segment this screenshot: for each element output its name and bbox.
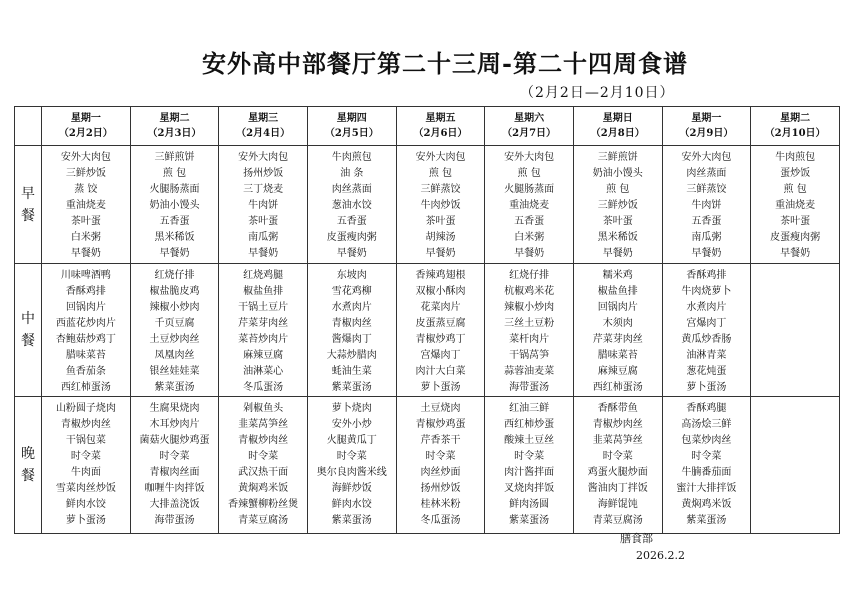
day-header [130, 107, 219, 146]
dish-item: 黑米稀饭 [154, 232, 195, 243]
dish-item: 西红柿蛋汤 [60, 382, 111, 393]
dish-item: 早餐奶 [425, 248, 456, 259]
dish-item: 奥尔良肉酱米线 [316, 467, 387, 478]
dish-item: 重油烧麦 [775, 200, 816, 211]
dish-item: 干锅包菜 [65, 435, 106, 446]
dish-item: 时令菜 [248, 451, 279, 462]
dish-item: 葱油水饺 [331, 200, 372, 211]
dish-item: 三鲜炒饭 [597, 200, 638, 211]
dish-item: 五香蛋 [514, 216, 545, 227]
dish-item: 牛肉饼 [691, 200, 722, 211]
dish-item: 东坡肉 [336, 270, 367, 281]
dish-item: 西红柿蛋汤 [592, 382, 643, 393]
meal-label-top: 早 [21, 185, 35, 202]
menu-cell [751, 146, 840, 264]
day-header [396, 107, 485, 146]
date-label: （2月4日） [236, 128, 291, 139]
dish-item: 安外大肉包 [681, 152, 732, 163]
dish-item: 鱼香茄条 [65, 366, 106, 377]
dish-item: 香酥鸡排 [65, 286, 106, 297]
dish-item: 菌菇火腿炒鸡蛋 [139, 435, 210, 446]
dish-item: 皮蛋蒸豆腐 [415, 318, 466, 329]
dish-item: 干锅土豆片 [238, 302, 289, 313]
weekday-label: 星期六 [514, 113, 545, 124]
dish-item: 扬州炒饭 [420, 483, 461, 494]
dish-item: 重油烧麦 [509, 200, 550, 211]
weekday-label: 星期日 [602, 113, 633, 124]
day-header [573, 107, 662, 146]
dish-item: 安外大肉包 [415, 152, 466, 163]
menu-cell [573, 397, 662, 534]
menu-cell [662, 397, 751, 534]
dish-item: 红油三鲜 [509, 403, 550, 414]
dish-item: 腊味菜苔 [65, 350, 106, 361]
dish-item: 蒸 饺 [74, 184, 98, 195]
menu-cell [42, 264, 131, 397]
dish-item: 芹菜芽肉丝 [592, 334, 643, 345]
dish-item: 海鲜馄饨 [597, 499, 638, 510]
dish-item: 红烧仔排 [509, 270, 550, 281]
dish-item: 包菜炒肉丝 [681, 435, 732, 446]
footer-department: 膳食部 [620, 532, 653, 545]
menu-cell [662, 264, 751, 397]
dish-item: 菜苔炒肉片 [238, 334, 289, 345]
dish-item: 紫菜蛋汤 [331, 382, 372, 393]
dish-item: 皮蛋瘦肉粥 [326, 232, 377, 243]
header-row [15, 107, 840, 146]
dish-item: 红烧仔排 [154, 270, 195, 281]
dish-item: 安外小炒 [331, 419, 372, 430]
menu-cell [219, 397, 308, 534]
dish-item: 回锅肉片 [597, 302, 638, 313]
dish-item: 茶叶蛋 [70, 216, 101, 227]
dish-item: 三丝土豆粉 [504, 318, 555, 329]
dish-item: 土豆炒肉丝 [149, 334, 200, 345]
dish-item: 茶叶蛋 [602, 216, 633, 227]
dish-item: 火腿黄瓜丁 [326, 435, 377, 446]
menu-cell [573, 146, 662, 264]
dish-item: 蜜汁大排拌饭 [676, 483, 737, 494]
dish-item: 腊味菜苔 [597, 350, 638, 361]
dish-item: 煎 包 [428, 168, 453, 179]
dish-item: 青椒肉丝 [331, 318, 372, 329]
dish-item: 时令菜 [425, 451, 456, 462]
dish-item: 牛肉煎包 [331, 152, 372, 163]
dish-item: 紫菜蛋汤 [331, 515, 372, 526]
dish-item: 早餐奶 [602, 248, 633, 259]
dish-item: 扬州炒饭 [243, 168, 284, 179]
dish-item: 麻辣豆腐 [243, 350, 284, 361]
meal-label-bottom: 餐 [21, 468, 35, 484]
dish-item: 剁椒鱼头 [243, 403, 284, 414]
dish-item: 火腿肠蒸面 [504, 184, 555, 195]
dish-item: 白米粥 [514, 232, 545, 243]
dish-item: 萝卜烧肉 [331, 403, 372, 414]
dish-item: 麻辣豆腐 [597, 366, 638, 377]
dish-item: 葱花炖蛋 [686, 366, 727, 377]
dish-item: 时令菜 [602, 451, 633, 462]
dish-item: 宫爆肉丁 [686, 318, 727, 329]
dish-item: 香酥带鱼 [597, 403, 638, 414]
menu-cell [396, 264, 485, 397]
dish-item: 冬瓜蛋汤 [420, 515, 461, 526]
lunch-row [15, 264, 840, 397]
dish-item: 青椒炒鸡蛋 [415, 419, 466, 430]
menu-cell [662, 146, 751, 264]
dish-item: 干锅莴笋 [509, 350, 550, 361]
menu-cell [42, 397, 131, 534]
dish-item: 肉汁大白菜 [415, 366, 466, 377]
meal-label [15, 146, 42, 264]
dish-item: 武汉热干面 [238, 467, 289, 478]
dish-item: 咖喱牛肉拌饭 [144, 483, 205, 494]
dish-item: 青椒炒鸡丁 [415, 334, 466, 345]
dish-item: 雪菜肉丝炒饭 [55, 483, 116, 494]
menu-cell [485, 264, 574, 397]
dish-item: 煎 包 [606, 184, 630, 195]
dish-item: 牛肉面 [70, 467, 101, 478]
dish-item: 水煮肉片 [686, 302, 727, 313]
dish-item: 三鲜煎饼 [154, 152, 195, 163]
menu-cell [573, 264, 662, 397]
dish-item: 三鲜煎饼 [597, 152, 638, 163]
dinner-row [15, 397, 840, 534]
menu-table [14, 106, 840, 534]
page-title: 安外高中部餐厅第二十三周-第二十四周食谱 [202, 49, 688, 78]
dish-item: 叉烧肉拌饭 [504, 483, 555, 494]
dish-item: 杭椒鸡米花 [504, 286, 555, 297]
dish-item: 早餐奶 [70, 248, 101, 259]
date-label: （2月7日） [502, 128, 557, 139]
dish-item: 韭菜莴笋丝 [238, 419, 289, 430]
dish-item: 银丝娃娃菜 [149, 366, 200, 377]
dish-item: 山粉圆子烧肉 [55, 403, 116, 414]
dish-item: 蒜蓉油麦菜 [504, 366, 555, 377]
dish-item: 早餐奶 [691, 248, 722, 259]
weekday-label: 星期二 [780, 113, 811, 124]
dish-item: 牛肉煎包 [775, 152, 816, 163]
dish-item: 五香蛋 [336, 216, 367, 227]
dish-item: 千页豆腐 [154, 318, 195, 329]
dish-item: 煎 包 [162, 168, 187, 179]
menu-cell [130, 146, 219, 264]
dish-item: 木耳炒肉片 [149, 419, 200, 430]
dish-item: 鲜肉汤圆 [509, 499, 550, 510]
meal-label-top: 中 [21, 311, 35, 327]
menu-cell [219, 146, 308, 264]
dish-item: 鸡蛋火腿炒面 [587, 467, 648, 478]
dish-item: 芹菜芽肉丝 [238, 318, 289, 329]
dish-item: 三鲜炒饭 [65, 168, 106, 179]
dish-item: 椒盐鱼排 [243, 286, 284, 297]
dish-item: 凤凰肉丝 [154, 350, 195, 361]
dish-item: 蚝油生菜 [331, 366, 372, 377]
weekday-label: 星期五 [425, 113, 456, 124]
dish-item: 三鲜蒸饺 [686, 184, 727, 195]
dish-item: 生腐果烧肉 [149, 403, 200, 414]
day-header [751, 107, 840, 146]
dish-item: 南瓜粥 [248, 232, 279, 243]
menu-cell [751, 397, 840, 534]
dish-item: 奶油小馒头 [592, 168, 643, 179]
weekday-label: 星期四 [336, 113, 367, 124]
dish-item: 紫菜蛋汤 [509, 515, 550, 526]
dish-item: 煎 包 [517, 168, 541, 179]
day-header [42, 107, 131, 146]
dish-item: 牛肉饼 [248, 200, 279, 211]
dish-item: 时令菜 [159, 451, 190, 462]
dish-item: 海鲜炒饭 [331, 483, 372, 494]
menu-cell [307, 146, 396, 264]
dish-item: 青椒炒肉丝 [238, 435, 289, 446]
dish-item: 香辣蟹柳粉丝煲 [228, 499, 299, 510]
dish-item: 三丁烧麦 [243, 184, 284, 195]
dish-item: 青椒炒肉丝 [592, 419, 643, 430]
date-label: （2月3日） [147, 128, 202, 139]
dish-item: 香酥鸡排 [686, 270, 727, 281]
menu-cell [130, 264, 219, 397]
day-header [307, 107, 396, 146]
dish-item: 土豆烧肉 [420, 403, 461, 414]
dish-item: 芹香茶干 [420, 435, 461, 446]
menu-cell [396, 146, 485, 264]
dish-item: 青椒炒肉丝 [60, 419, 111, 430]
weekday-label: 星期三 [248, 113, 279, 124]
dish-item: 萝卜蛋汤 [686, 382, 727, 393]
dish-item: 油 条 [340, 168, 364, 179]
menu-cell [751, 264, 840, 397]
dish-item: 奶油小馒头 [149, 200, 200, 211]
dish-item: 萝卜蛋汤 [65, 515, 106, 526]
weekday-label: 星期二 [159, 113, 190, 124]
dish-item: 时令菜 [691, 451, 722, 462]
meal-label [15, 397, 42, 534]
menu-cell [130, 397, 219, 534]
dish-item: 油淋菜心 [243, 366, 284, 377]
dish-item: 菜杆肉片 [509, 334, 550, 345]
dish-item: 肉丝炒面 [420, 467, 461, 478]
dish-item: 茶叶蛋 [780, 216, 811, 227]
date-range-subtitle: （2月2日—2月10日） [520, 85, 675, 101]
dish-item: 黄焖鸡米饭 [681, 499, 732, 510]
menu-cell [485, 146, 574, 264]
dish-item: 五香蛋 [159, 216, 190, 227]
dish-item: 雪花鸡柳 [331, 286, 372, 297]
breakfast-row [15, 146, 840, 264]
dish-item: 安外大肉包 [504, 152, 555, 163]
date-label: （2月9日） [679, 128, 734, 139]
day-header [662, 107, 751, 146]
dish-item: 时令菜 [336, 451, 367, 462]
dish-item: 宫爆肉丁 [420, 350, 461, 361]
dish-item: 南瓜粥 [691, 232, 722, 243]
dish-item: 时令菜 [70, 451, 101, 462]
dish-item: 紫菜蛋汤 [686, 515, 727, 526]
dish-item: 回锅肉片 [65, 302, 106, 313]
menu-cell [307, 264, 396, 397]
dish-item: 大排盖浇饭 [149, 499, 200, 510]
weekday-label: 星期一 [70, 113, 101, 124]
dish-item: 桂林米粉 [420, 499, 461, 510]
dish-item: 大蒜炒腊肉 [326, 350, 377, 361]
dish-item: 牛腩番茄面 [681, 467, 732, 478]
menu-cell [219, 264, 308, 397]
dish-item: 酱爆肉丁 [331, 334, 372, 345]
dish-item: 鲜肉水饺 [331, 499, 372, 510]
date-label: （2月10日） [764, 128, 826, 139]
date-label: （2月2日） [58, 128, 113, 139]
dish-item: 油淋青菜 [686, 350, 727, 361]
dish-item: 黄瓜炒香肠 [681, 334, 732, 345]
dish-item: 时令菜 [514, 451, 545, 462]
dish-item: 冬瓜蛋汤 [243, 382, 284, 393]
dish-item: 双椒小酥肉 [415, 286, 466, 297]
dish-item: 水煮肉片 [331, 302, 372, 313]
dish-item: 黑米稀饭 [597, 232, 638, 243]
dish-item: 木须肉 [602, 318, 633, 329]
dish-item: 香辣鸡翅根 [415, 270, 466, 281]
day-header [485, 107, 574, 146]
date-label: （2月5日） [324, 128, 379, 139]
dish-item: 辣椒小炒肉 [149, 302, 200, 313]
dish-item: 重油烧麦 [65, 200, 106, 211]
dish-item: 西红柿炒蛋 [504, 419, 555, 430]
footer-date: 2026.2.2 [636, 549, 685, 562]
dish-item: 牛肉烧萝卜 [681, 286, 732, 297]
dish-item: 茶叶蛋 [425, 216, 456, 227]
meal-label-bottom: 餐 [21, 207, 35, 224]
dish-item: 早餐奶 [514, 248, 545, 259]
dish-item: 早餐奶 [780, 248, 811, 259]
dish-item: 海带蛋汤 [509, 382, 550, 393]
dish-item: 辣椒小炒肉 [504, 302, 555, 313]
menu-cell [307, 397, 396, 534]
meal-label-bottom: 餐 [21, 333, 35, 349]
dish-item: 香酥鸡腿 [686, 403, 727, 414]
dish-item: 青椒肉丝面 [149, 467, 200, 478]
dish-item: 牛肉炒饭 [420, 200, 461, 211]
dish-item: 白米粥 [70, 232, 101, 243]
dish-item: 肉丝蒸面 [686, 168, 727, 179]
dish-item: 酱油肉丁拌饭 [587, 483, 648, 494]
meal-label [15, 264, 42, 397]
dish-item: 紫菜蛋汤 [154, 382, 195, 393]
menu-cell [485, 397, 574, 534]
dish-item: 高汤烩三鲜 [681, 419, 732, 430]
dish-item: 早餐奶 [336, 248, 367, 259]
dish-item: 火腿肠蒸面 [149, 184, 200, 195]
dish-item: 红烧鸡腿 [243, 270, 284, 281]
dish-item: 萝卜蛋汤 [420, 382, 461, 393]
dish-item: 川味啤酒鸭 [60, 270, 111, 281]
dish-item: 安外大肉包 [238, 152, 289, 163]
menu-cell [396, 397, 485, 534]
dish-item: 青菜豆腐汤 [238, 515, 289, 526]
dish-item: 肉丝蒸面 [331, 184, 372, 195]
dish-item: 韭菜莴笋丝 [592, 435, 643, 446]
dish-item: 煎 包 [783, 184, 807, 195]
dish-item: 早餐奶 [159, 248, 190, 259]
dish-item: 杏鲍菇炒鸡丁 [55, 334, 116, 345]
dish-item: 鲜肉水饺 [65, 499, 106, 510]
dish-item: 五香蛋 [691, 216, 722, 227]
dish-item: 安外大肉包 [60, 152, 111, 163]
date-label: （2月6日） [413, 128, 468, 139]
dish-item: 花菜肉片 [420, 302, 461, 313]
dish-item: 青菜豆腐汤 [592, 515, 643, 526]
menu-cell [42, 146, 131, 264]
dish-item: 西蓝花炒肉片 [55, 318, 116, 329]
dish-item: 肉汁酱拌面 [504, 467, 555, 478]
dish-item: 糯米鸡 [602, 270, 633, 281]
corner-cell [15, 107, 42, 146]
day-header [219, 107, 308, 146]
dish-item: 胡辣汤 [425, 232, 456, 243]
dish-item: 早餐奶 [248, 248, 279, 259]
dish-item: 酸辣土豆丝 [504, 435, 555, 446]
dish-item: 椒盐脆皮鸡 [149, 286, 200, 297]
dish-item: 海带蛋汤 [154, 515, 195, 526]
dish-item: 茶叶蛋 [248, 216, 279, 227]
meal-label-top: 晚 [21, 446, 35, 462]
date-label: （2月8日） [590, 128, 645, 139]
dish-item: 皮蛋瘦肉粥 [770, 232, 821, 243]
dish-item: 三鲜蒸饺 [420, 184, 461, 195]
dish-item: 蛋炒饭 [780, 168, 811, 179]
weekday-label: 星期一 [691, 113, 722, 124]
dish-item: 黄焖鸡米饭 [238, 483, 289, 494]
dish-item: 椒盐鱼排 [597, 286, 638, 297]
